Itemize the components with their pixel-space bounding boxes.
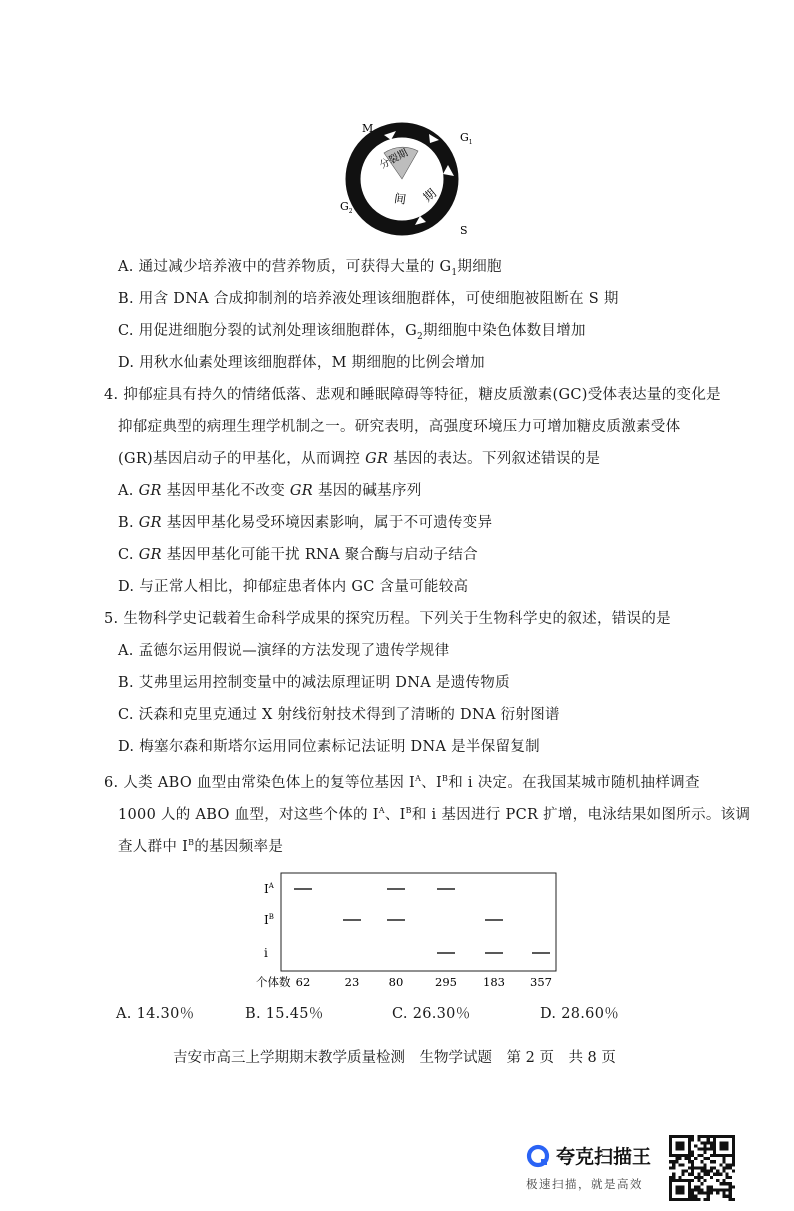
q5-option-a: A. 孟德尔运用假说—演绎的方法发现了遗传学规律 [118,643,450,659]
q3-option-c: C. 用促进细胞分裂的试剂处理该细胞群体，$G_2$期细胞中染色体数目增加 [118,323,586,342]
q5-stem: 5. 生物科学史记载着生命科学成果的探究历程。下列关于生物科学史的叙述，错误的是 [104,611,671,627]
q6-answer-d: D. 28.60％ [540,1006,620,1022]
gel-lane-count: 62 [295,975,311,989]
page-footer: 吉安市高三上学期期末教学质量检测 生物学试题 第 2 页 共 8 页 [173,1050,616,1066]
label-m: M [362,122,374,135]
q3-option-d: D. 用秋水仙素处理该细胞群体，M 期细胞的比例会增加 [118,355,485,371]
gel-row-label: $I^B$ [264,913,274,927]
label-g1: $G_1$ [460,131,473,146]
label-s: S [460,224,468,237]
q5-option-b: B. 艾弗里运用控制变量中的减法原理证明 DNA 是遗传物质 [118,675,510,691]
q4-option-a: A. GR 基因甲基化不改变 GR 基因的碱基序列 [118,483,422,499]
gel-frame [281,873,556,971]
phase-interphase-label-1: 间 [393,191,408,207]
gel-lane-count: 80 [388,975,404,989]
scanner-brand-name: 夸克扫描王 [556,1146,652,1168]
q3-option-a: A. 通过减少培养液中的营养物质，可获得大量的 $G_1$期细胞 [118,259,502,278]
scanner-brand [522,1140,672,1200]
gel-lane-count: 23 [344,975,360,989]
q4-option-d: D. 与正常人相比，抑郁症患者体内 GC 含量可能较高 [118,579,469,595]
label-g2: $G_2$ [340,200,353,215]
phase-division-label: 分裂期 [378,147,410,172]
q6-answer-b: B. 15.45％ [245,1006,324,1022]
q6-stem-line3: 查人群中 $I^B$的基因频率是 [118,838,284,855]
q4-stem-line2: 抑郁症典型的病理生理学机制之一。研究表明，高强度环境压力可增加糖皮质激素受体 [118,419,681,435]
q4-option-b: B. GR 基因甲基化易受环境因素影响，属于不可遗传变异 [118,515,493,531]
cell-cycle-diagram [330,118,480,238]
q6-answer-c: C. 26.30％ [392,1006,471,1022]
q5-option-d: D. 梅塞尔森和斯塔尔运用同位素标记法证明 DNA 是半保留复制 [118,739,540,755]
q3-option-b: B. 用含 DNA 合成抑制剂的培养液处理该细胞群体，可使细胞被阻断在 S 期 [118,291,619,307]
scanner-logo-icon [526,1144,550,1168]
scanner-brand-tagline: 极速扫描，就是高效 [526,1177,643,1191]
q4-option-c: C. GR 基因甲基化可能干扰 RNA 聚合酶与启动子结合 [118,547,478,563]
gel-lane-count: 183 [483,975,505,989]
qr-code [669,1135,735,1201]
electrophoresis-figure [256,868,566,993]
gel-lane-count: 295 [435,975,457,989]
phase-interphase-label-2: 期 [420,186,439,205]
gel-row-label: i [264,946,268,960]
gel-count-label: 个体数 [256,975,291,989]
gel-row-label: $I^A$ [264,882,274,896]
q6-stem-line2: 1000 人的 ABO 血型，对这些个体的 $I^A$、$I^B$和 i 基因进行 PCR 扩增，电泳结果如图所示。该调 [118,806,751,823]
q4-stem-line1: 4. 抑郁症具有持久的情绪低落、悲观和睡眠障碍等特征，糖皮质激素(GC)受体表达量的变化是 [104,387,721,403]
q6-stem-line1: 6. 人类 ABO 血型由常染色体上的复等位基因 $I^A$、$I^B$和 i 决定。在我国某城市随机抽样调查 [104,774,700,791]
q6-answer-a: A. 14.30％ [116,1006,195,1022]
gel-lane-count: 357 [530,975,552,989]
q5-option-c: C. 沃森和克里克通过 X 射线衍射技术得到了清晰的 DNA 衍射图谱 [118,707,560,723]
q4-stem-line3: (GR)基因启动子的甲基化，从而调控 GR 基因的表达。下列叙述错误的是 [118,451,601,467]
